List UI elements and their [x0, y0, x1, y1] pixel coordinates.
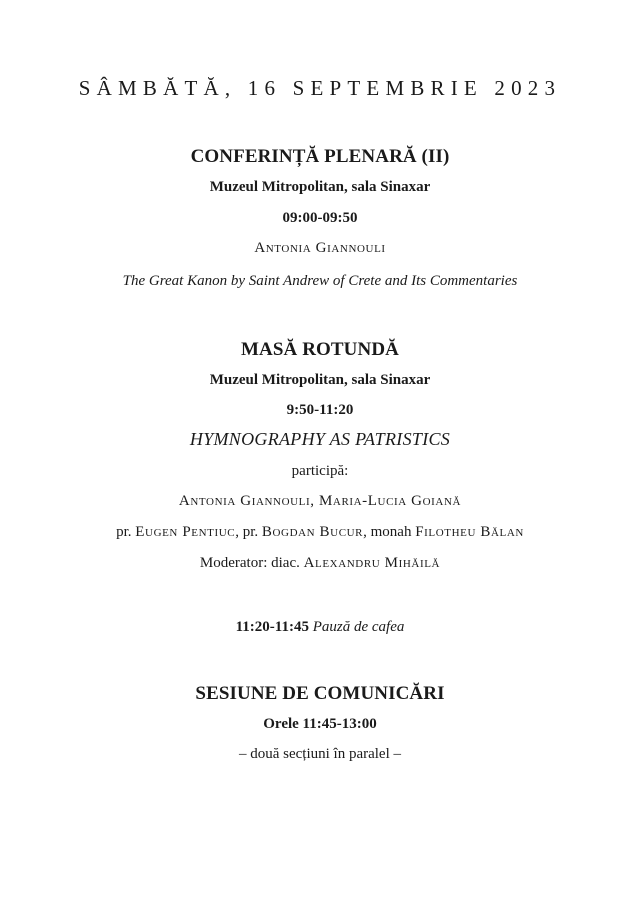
round-table-time: 9:50-11:20 — [286, 402, 354, 418]
round-table-venue: Muzeul Mitropolitan, sala Sinaxar — [209, 372, 431, 388]
plenary-venue: Muzeul Mitropolitan, sala Sinaxar — [209, 179, 431, 195]
moderator-line — [0, 555, 640, 572]
plenary-speaker: Antonia Giannouli — [254, 240, 386, 256]
coffee-break-time: 11:20-11:45 — [235, 619, 309, 635]
participant-1-prefix: pr. — [116, 524, 136, 540]
moderator-name: Alexandru Mihăilă — [303, 555, 441, 571]
session-hours: Orele 11:45-13:00 — [263, 716, 377, 732]
date-heading: SÂMBĂTĂ, 16 SEPTEMBRIE 2023 — [78, 76, 562, 100]
participants-line-2 — [0, 524, 640, 541]
plenary-title: CONFERINȚĂ PLENARĂ (II) — [190, 146, 450, 167]
coffee-break-line — [0, 619, 640, 636]
session-note: – două secțiuni în paralel – — [238, 746, 402, 762]
round-table-title: MASĂ ROTUNDĂ — [241, 339, 399, 360]
plenary-lecture-title: The Great Kanon by Saint Andrew of Crete and Its Commentaries — [122, 273, 518, 289]
session-title: SESIUNE DE COMUNICĂRI — [195, 683, 445, 704]
participant-3-prefix: , monah — [363, 524, 416, 540]
participant-2-prefix: , pr. — [235, 524, 262, 540]
participant-2-name: Bogdan Bucur — [261, 524, 364, 540]
participant-1-name: Eugen Pentiuc — [135, 524, 236, 540]
participant-3-name: Filotheu Bălan — [415, 524, 524, 540]
plenary-time: 09:00-09:50 — [282, 210, 358, 226]
participants-label: participă: — [291, 463, 349, 479]
moderator-prefix: Moderator: diac. — [199, 555, 304, 571]
round-table-topic: HYMNOGRAPHY AS PATRISTICS — [189, 429, 451, 449]
coffee-break-label: Pauză de cafea — [312, 619, 405, 635]
participants-line-1: Antonia Giannouli, Maria-Lucia Goiană — [178, 493, 462, 509]
